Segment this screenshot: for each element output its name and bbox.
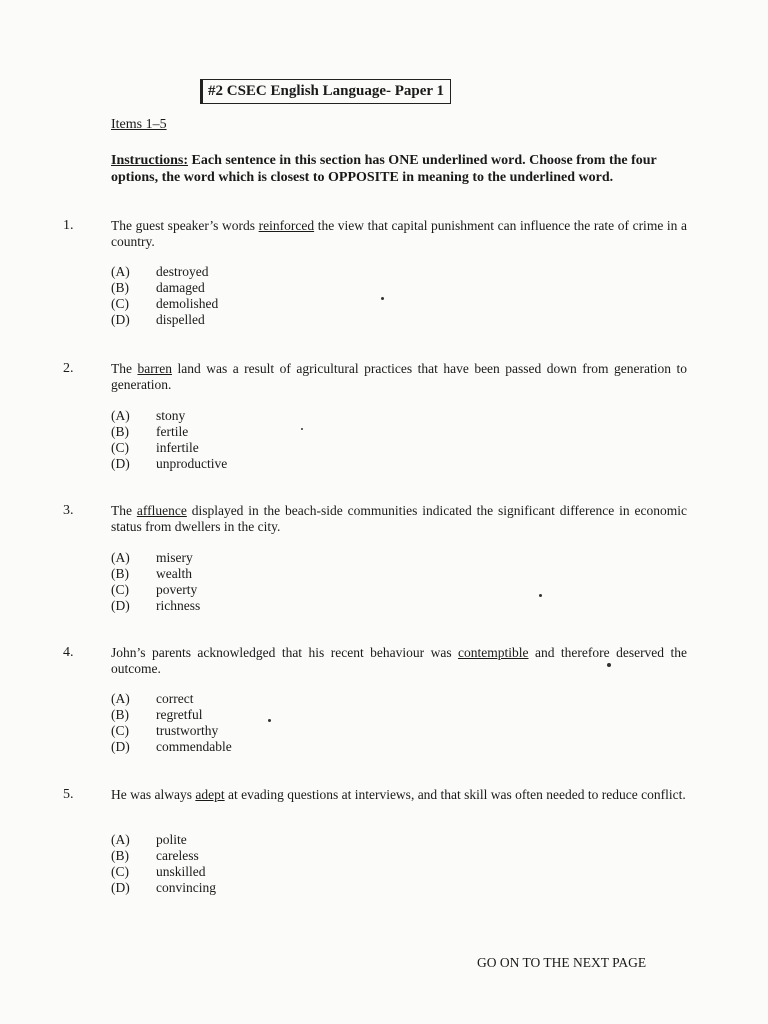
option-b	[111, 566, 311, 582]
option-letter: (A)	[111, 691, 130, 706]
option-d	[111, 456, 311, 472]
option-b	[111, 848, 311, 864]
option-letter: (C)	[111, 440, 129, 455]
paper-title: #2 CSEC English Language- Paper 1	[200, 79, 451, 104]
option-letter: (B)	[111, 280, 129, 295]
question-stem	[111, 503, 687, 535]
option-letter: (B)	[111, 424, 129, 439]
option-a	[111, 832, 311, 848]
option-a	[111, 408, 311, 424]
option-letter: (A)	[111, 550, 130, 565]
option-c	[111, 864, 311, 880]
stem-before: The	[111, 503, 137, 518]
stem-after: at evading questions at interviews, and that skill was often needed to reduce conflict.	[224, 787, 686, 802]
underlined-word: contemptible	[458, 645, 529, 660]
option-text: correct	[156, 691, 194, 706]
option-list	[111, 832, 311, 896]
option-letter: (A)	[111, 408, 130, 423]
option-text: regretful	[156, 707, 203, 722]
option-letter: (B)	[111, 848, 129, 863]
question-stem	[111, 218, 687, 250]
option-text: convincing	[156, 880, 216, 895]
option-text: misery	[156, 550, 193, 565]
stem-before: He was always	[111, 787, 196, 802]
instructions-text: Each sentence in this section has ONE underlined word. Choose from the four options, the word which is closest to OPPOSITE in meaning to the underlined word.	[111, 153, 657, 185]
option-list	[111, 408, 311, 472]
option-letter: (D)	[111, 598, 130, 613]
option-list	[111, 264, 311, 328]
question-stem	[111, 645, 687, 677]
option-text: wealth	[156, 566, 192, 581]
option-list	[111, 691, 311, 755]
option-text: stony	[156, 408, 186, 423]
scan-speck	[268, 719, 271, 722]
option-letter: (C)	[111, 296, 129, 311]
option-d	[111, 312, 311, 328]
option-text: dispelled	[156, 312, 205, 327]
option-a	[111, 550, 311, 566]
option-text: careless	[156, 848, 199, 863]
option-text: damaged	[156, 280, 205, 295]
option-d	[111, 739, 311, 755]
instructions-lead: Instructions:	[111, 153, 189, 168]
scan-speck	[301, 428, 303, 430]
option-text: demolished	[156, 296, 219, 311]
question-number: 4.	[63, 645, 74, 660]
option-text: unskilled	[156, 864, 206, 879]
option-text: destroyed	[156, 264, 209, 279]
option-letter: (A)	[111, 264, 130, 279]
option-letter: (C)	[111, 864, 129, 879]
option-text: commendable	[156, 739, 232, 754]
option-text: polite	[156, 832, 187, 847]
underlined-word: adept	[195, 787, 225, 802]
option-letter: (C)	[111, 582, 129, 597]
option-text: unproductive	[156, 456, 228, 471]
question-stem	[111, 361, 687, 393]
underlined-word: affluence	[136, 503, 187, 518]
stem-before: The	[111, 361, 138, 376]
option-text: fertile	[156, 424, 189, 439]
option-b	[111, 280, 311, 296]
option-letter: (D)	[111, 312, 130, 327]
option-letter: (D)	[111, 739, 130, 754]
option-letter: (B)	[111, 566, 129, 581]
items-range-label: Items 1–5	[111, 117, 167, 132]
option-d	[111, 598, 311, 614]
underlined-word: reinforced	[258, 218, 315, 233]
question-number: 3.	[63, 503, 74, 518]
underlined-word: barren	[137, 361, 172, 376]
stem-after: the view that capital punishment can influence the rate of crime in a country.	[111, 218, 687, 249]
question-number: 1.	[63, 218, 74, 233]
scan-speck	[607, 663, 611, 667]
question-number: 2.	[63, 361, 74, 376]
option-c	[111, 440, 311, 456]
stem-after: land was a result of agricultural practices that have been passed down from generation to generation.	[111, 361, 687, 392]
option-d	[111, 880, 311, 896]
option-letter: (B)	[111, 707, 129, 722]
stem-before: John’s parents acknowledged that his recent behaviour was	[111, 645, 459, 660]
option-b	[111, 424, 311, 440]
stem-after: and therefore deserved the outcome.	[111, 645, 687, 676]
option-letter: (D)	[111, 880, 130, 895]
option-c	[111, 296, 311, 312]
stem-before: The guest speaker’s words	[111, 218, 259, 233]
option-text: poverty	[156, 582, 198, 597]
question-stem	[111, 787, 687, 803]
scan-speck	[381, 297, 384, 300]
option-a	[111, 691, 311, 707]
option-text: richness	[156, 598, 201, 613]
option-list	[111, 550, 311, 614]
option-text: trustworthy	[156, 723, 219, 738]
option-letter: (A)	[111, 832, 130, 847]
option-letter: (D)	[111, 456, 130, 471]
question-number: 5.	[63, 787, 74, 802]
option-c	[111, 723, 311, 739]
option-text: infertile	[156, 440, 199, 455]
next-page-notice: GO ON TO THE NEXT PAGE	[477, 955, 647, 970]
option-a	[111, 264, 311, 280]
option-b	[111, 707, 311, 723]
option-letter: (C)	[111, 723, 129, 738]
instructions	[111, 152, 691, 186]
stem-after: displayed in the beach-side communities indicated the significant difference in economic status from dwellers in the city.	[111, 503, 687, 534]
scan-speck	[539, 594, 542, 597]
option-c	[111, 582, 311, 598]
